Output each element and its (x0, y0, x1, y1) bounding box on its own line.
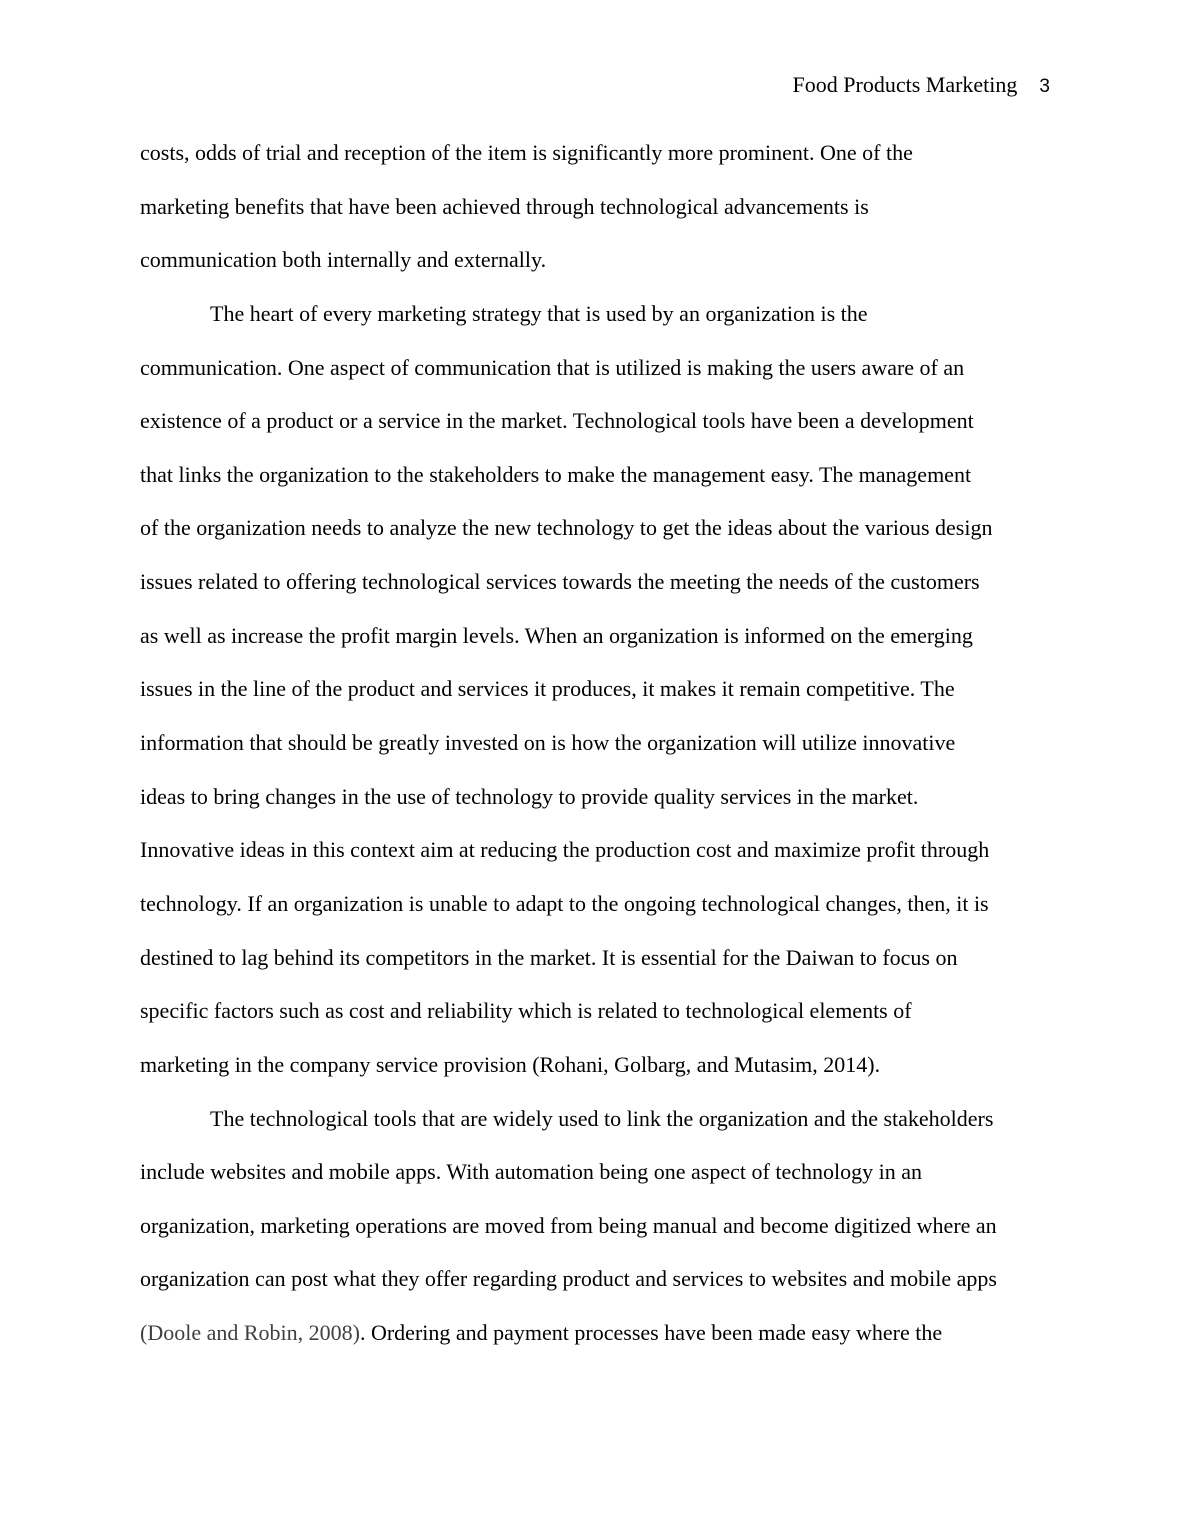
text-line: technology. If an organization is unable to adapt to the ongoing technological changes, then, it is (140, 890, 989, 916)
text-line: ideas to bring changes in the use of technology to provide quality services in the market. (140, 783, 919, 809)
text-line: marketing in the company service provision (Rohani, Golbarg, and Mutasim, 2014). (140, 1051, 881, 1077)
text-fragment: . Ordering and payment processes have been made easy where the (359, 1320, 943, 1346)
page-number: 3 (1039, 76, 1050, 97)
text-line: include websites and mobile apps. With automation being one aspect of technology in an (140, 1159, 922, 1185)
text-line: destined to lag behind its competitors in the market. It is essential for the Daiwan to focus on (140, 944, 958, 970)
text-line: as well as increase the profit margin levels. When an organization is informed on the emerging (140, 622, 973, 648)
text-line: of the organization needs to analyze the new technology to get the ideas about the various design (140, 515, 993, 541)
text-line: costs, odds of trial and reception of the item is significantly more prominent. One of the (140, 140, 913, 165)
text-line: that links the organization to the stakeholders to make the management easy. The management (140, 461, 972, 487)
text-line: issues related to offering technological services towards the meeting the needs of the customers (140, 569, 980, 595)
paragraph-first-line: The heart of every marketing strategy that is used by an organization is the (210, 300, 868, 326)
citation: (Doole and Robin, 2008) (140, 1320, 360, 1346)
text-line: information that should be greatly invested on is how the organization will utilize innovative (140, 730, 956, 756)
text-line: organization, marketing operations are moved from being manual and become digitized where an (140, 1212, 997, 1238)
text-line: marketing benefits that have been achieved through technological advancements is (140, 193, 869, 219)
text-line-last (140, 1306, 1050, 1360)
text-line: specific factors such as cost and reliability which is related to technological elements of (140, 998, 912, 1024)
text-line: Innovative ideas in this context aim at reducing the production cost and maximize profit through (140, 837, 990, 863)
text-line: communication both internally and externally. (140, 247, 547, 273)
text-line: organization can post what they offer regarding product and services to websites and mobile apps (140, 1266, 997, 1292)
page-header (793, 70, 1050, 100)
paragraph-first-line: The technological tools that are widely used to link the organization and the stakeholders (210, 1105, 994, 1131)
text-line: existence of a product or a service in the market. Technological tools have been a development (140, 408, 974, 434)
document-body (140, 126, 1050, 1360)
running-title: Food Products Marketing (792, 72, 1018, 97)
text-line: issues in the line of the product and services it produces, it makes it remain competitive. The (140, 676, 955, 702)
text-line: communication. One aspect of communication that is utilized is making the users aware of an (140, 354, 965, 380)
